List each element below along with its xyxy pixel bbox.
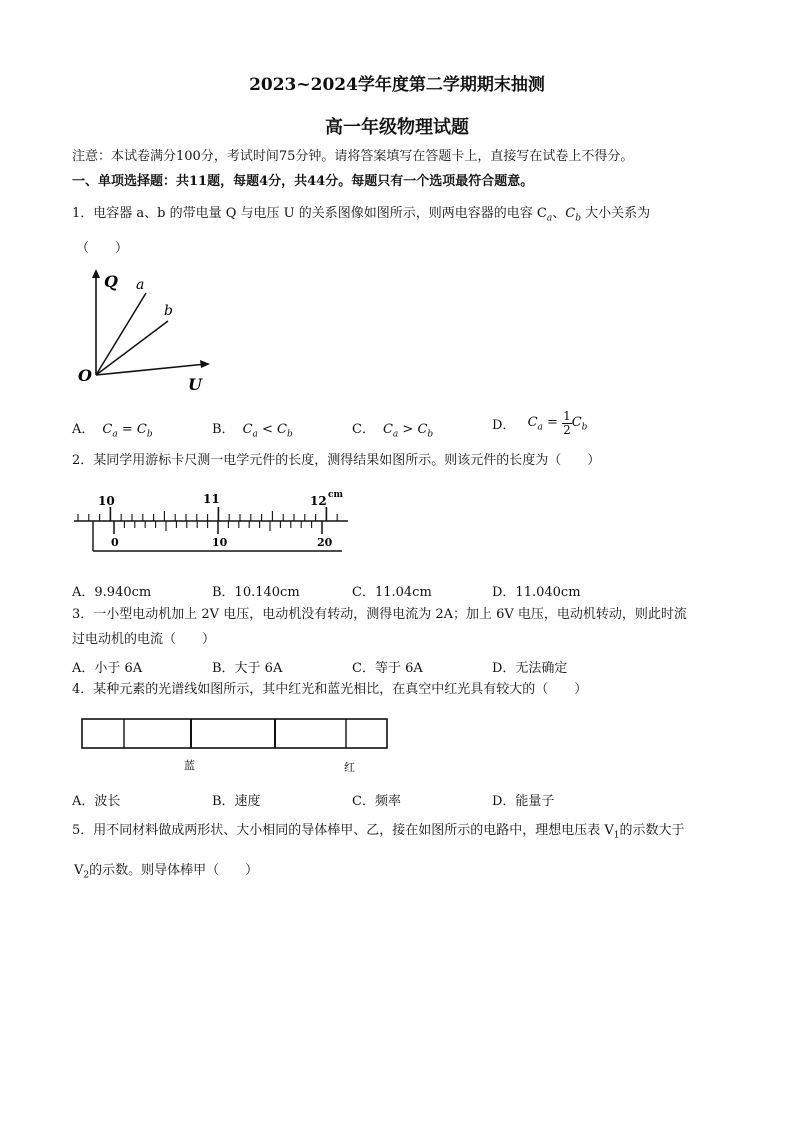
notice-text: 注意：本试卷满分100分，考试时间75分钟。请将答案填写在答题卡上，直接写在试卷上不得分。 (72, 149, 634, 164)
line-b-label: b (164, 303, 173, 319)
vernier-scale-ticks (114, 521, 322, 534)
u-axis-arrow (200, 360, 210, 368)
q4-option-d[interactable]: D．能量子 (492, 794, 555, 809)
q3-option-c[interactable]: C．等于 6A (352, 661, 423, 676)
vernier-label-0: 0 (111, 536, 119, 549)
q4-option-c[interactable]: C．频率 (352, 794, 401, 809)
q3-stem-line1: 3．一小型电动机加上 2V 电压，电动机没有转动，测得电流为 2A；加上 6V 电压，电动机转动，则此时流 (72, 607, 687, 622)
vernier-label-20: 20 (317, 536, 333, 549)
exam-subtitle: 高一年级物理试题 (325, 117, 469, 138)
q3-option-d[interactable]: D．无法确定 (492, 661, 568, 676)
q1-stem: 1．电容器 a、b 的带电量 Q 与电压 U 的关系图像如图所示，则两电容器的电容 $C_a$、$C_b$ 大小关系为 (72, 206, 651, 224)
q2-option-d[interactable]: D．11.040cm (492, 585, 581, 600)
unit-label: cm (328, 490, 344, 500)
red-label: 红 (344, 761, 355, 774)
spectrum-diagram (80, 716, 392, 776)
q2-option-b[interactable]: B．10.140cm (212, 585, 300, 600)
u-axis-line (96, 364, 206, 375)
q3-option-b[interactable]: B．大于 6A (212, 661, 283, 676)
line-a-label: a (136, 277, 145, 293)
main-label-11: 11 (203, 492, 220, 506)
q1-stem-tail: 大小关系为 (585, 206, 651, 221)
q2-stem: 2．某同学用游标卡尺测一电学元件的长度，测得结果如图所示。则该元件的长度为（ ） (72, 453, 601, 468)
q1-option-a[interactable]: A． $C_a = C_b$ (72, 422, 153, 440)
main-label-12: 12 (310, 494, 327, 508)
main-label-10: 10 (98, 494, 115, 508)
q2-option-c[interactable]: C．11.04cm (352, 585, 432, 600)
origin-label: O (78, 366, 92, 385)
q1-stem-text: 1．电容器 a、b 的带电量 Q 与电压 U 的关系图像如图所示，则两电容器的电容 C (72, 206, 547, 221)
q1-option-d[interactable]: D． $C_a$ = $\frac{1}{2}$ $C_b$ (492, 409, 588, 437)
exam-title: 2023~2024学年度第二学期期末抽测 (249, 75, 545, 95)
q4-option-a[interactable]: A．波长 (72, 794, 121, 809)
q4-stem: 4．某种元素的光谱线如图所示，其中红光和蓝光相比，在真空中红光具有较大的（ ） (72, 682, 588, 697)
q2-option-a[interactable]: A．9.940cm (72, 585, 152, 600)
q-axis-label: Q (104, 272, 118, 291)
line-b (96, 321, 168, 375)
line-a (96, 293, 146, 375)
q3-option-a[interactable]: A．小于 6A (72, 661, 143, 676)
q4-option-b[interactable]: B．速度 (212, 794, 261, 809)
section-heading: 一、单项选择题：共11题，每题4分，共44分。每题只有一个选项最符合题意。 (72, 174, 534, 189)
vernier-caliper (70, 488, 355, 558)
q3-stem-line2: 过电动机的电流（ ） (72, 632, 216, 647)
u-axis-label: U (188, 375, 202, 394)
main-scale-ticks (78, 507, 337, 521)
vernier-label-10: 10 (212, 536, 228, 549)
q5-stem-line1: 5．用不同材料做成两形状、大小相同的导体棒甲、乙，接在如图所示的电路中，理想电压表 $V_1$的示数大于 (72, 823, 685, 841)
q1-graph (70, 265, 220, 400)
q5-stem-line2: $V_2$的示数。则导体棒甲（ ） (74, 863, 259, 881)
q-axis-arrow (92, 269, 100, 278)
q1-blank: （ ） (76, 241, 129, 256)
q1-option-b[interactable]: B． $C_a < C_b$ (212, 422, 293, 440)
spectrum-box (82, 719, 387, 748)
q1-option-c[interactable]: C． $C_a > C_b$ (352, 422, 434, 440)
blue-label: 蓝 (184, 759, 195, 772)
